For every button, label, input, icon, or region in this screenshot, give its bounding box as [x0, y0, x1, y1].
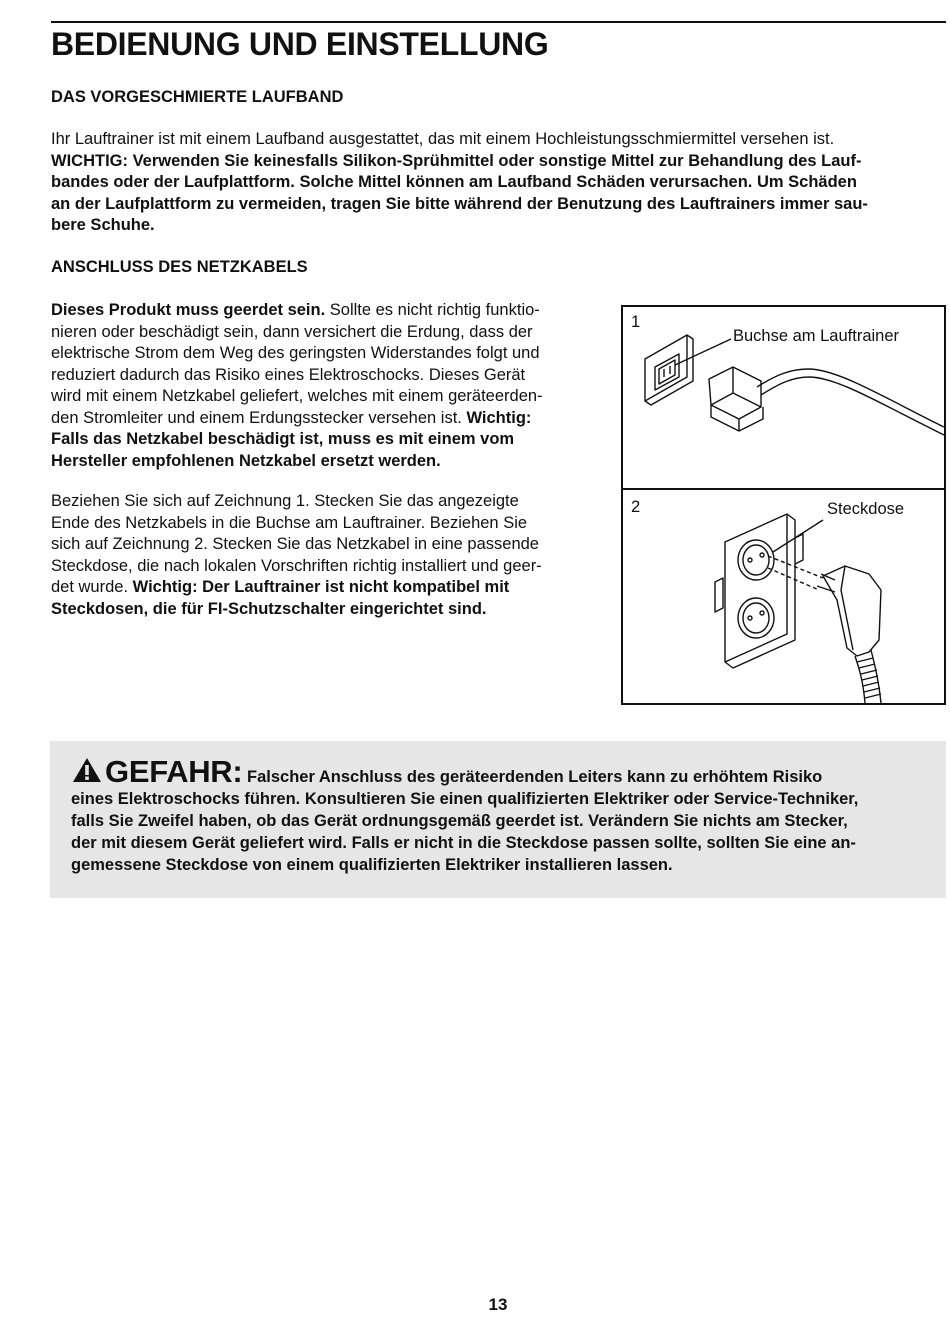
text-line — [51, 429, 543, 451]
warning-triangle-icon — [71, 756, 103, 784]
text-run: elektrische Strom dem Weg des geringsten Widerstandes folgt und — [51, 344, 540, 362]
text-run: Beziehen Sie sich auf Zeichnung 1. Stecken Sie das angezeigte — [51, 492, 519, 510]
text-run: Ihr Lauftrainer ist mit einem Laufband ausgestattet, das mit einem Hochleistungsschmiermittel versehen ist. — [51, 130, 835, 148]
lubricated-belt-text — [51, 129, 868, 237]
text-run: reduziert dadurch das Risiko eines Elektroschocks. Dieses Gerät — [51, 365, 526, 384]
grounding-text — [51, 300, 543, 472]
page-title: BEDIENUNG UND EINSTELLUNG — [51, 26, 549, 62]
text-line — [51, 386, 543, 408]
figure-2-label: Steckdose — [827, 500, 905, 518]
danger-word: GEFAHR: — [105, 754, 243, 789]
text-line — [51, 194, 868, 216]
danger-line: falls Sie Zweifel haben, ob das Gerät ordnungsgemäß geerdet ist. Verändern Sie nichts am Stecker, — [71, 812, 848, 830]
text-line — [51, 343, 543, 365]
text-run: Wichtig: — [466, 408, 532, 427]
text-line — [51, 151, 868, 173]
text-run: sich auf Zeichnung 2. Stecken Sie das Netzkabel in eine passende — [51, 535, 539, 553]
text-line — [51, 129, 868, 151]
trainer-socket-illustration — [623, 307, 944, 488]
title-rule — [51, 21, 946, 23]
danger-line: eines Elektroschocks führen. Konsultieren Sie einen qualifizierten Elektriker oder Service-Techniker, — [71, 790, 859, 808]
danger-line: gemessene Steckdose von einem qualifizierten Elektriker installieren lassen. — [71, 856, 673, 874]
danger-box — [50, 741, 946, 898]
text-run: Falls das Netzkabel beschädigt ist, muss es mit einem vom — [51, 430, 515, 448]
text-run: den Stromleiter und einem Erdungsstecker versehen ist. — [51, 408, 467, 427]
text-run: WICHTIG: Verwenden Sie keinesfalls Silikon-Sprühmittel oder sonstige Mittel zur Behandlung des Lauf- — [51, 151, 862, 170]
text-line — [51, 322, 543, 344]
text-run: Steckdose, die nach lokalen Vorschriften richtig installiert und geer- — [51, 556, 542, 575]
text-line — [51, 300, 543, 322]
text-run: Dieses Produkt muss geerdet sein. — [51, 301, 326, 319]
figure-2-number: 2 — [631, 498, 641, 516]
danger-text — [71, 756, 858, 876]
figure-1-label: Buchse am Lauftrainer — [733, 327, 900, 345]
danger-line: der mit diesem Gerät geliefert wird. Falls er nicht in die Steckdose passen sollte, sollten Sie eine an- — [71, 834, 856, 852]
text-line — [51, 365, 543, 387]
text-line — [51, 172, 868, 194]
figure-2 — [621, 488, 946, 705]
figure-1-number: 1 — [631, 313, 641, 331]
section-heading-lubricated-belt: DAS VORGESCHMIERTE LAUFBAND — [51, 88, 344, 106]
text-line — [51, 451, 543, 473]
text-run: bandes oder der Laufplattform. Solche Mittel können am Laufband Schäden verursachen. Um Schäden — [51, 173, 857, 191]
text-run: nieren oder beschädigt sein, dann versichert die Erdung, dass der — [51, 322, 533, 341]
text-line — [51, 599, 542, 621]
text-run: det wurde. — [51, 578, 133, 596]
text-line — [51, 513, 542, 535]
text-run: Sollte es nicht richtig funktio- — [325, 301, 540, 319]
text-line — [51, 577, 542, 599]
text-line — [51, 215, 868, 237]
text-line — [51, 534, 542, 556]
text-run: Wichtig: Der Lauftrainer ist nicht kompatibel mit — [132, 578, 510, 596]
text-line — [51, 408, 543, 430]
figure-1 — [621, 305, 946, 490]
plug-in-instructions-text — [51, 491, 542, 620]
text-run: Ende des Netzkabels in die Buchse am Lauftrainer. Beziehen Sie — [51, 513, 528, 532]
wall-outlet-illustration — [623, 490, 944, 703]
text-line — [51, 491, 542, 513]
section-heading-power-cord: ANSCHLUSS DES NETZKABELS — [51, 258, 308, 276]
text-run: Hersteller empfohlenen Netzkabel ersetzt werden. — [51, 451, 441, 470]
danger-first-line: Falscher Anschluss des geräteerdenden Leiters kann zu erhöhtem Risiko — [247, 768, 823, 786]
text-run: an der Laufplattform zu vermeiden, tragen Sie bitte während der Benutzung des Lauftrainers immer sau- — [51, 194, 868, 213]
text-line — [51, 556, 542, 578]
text-run: bere Schuhe. — [51, 216, 155, 234]
text-run: wird mit einem Netzkabel geliefert, welches mit einem geräteerden- — [51, 387, 543, 405]
text-run: Steckdosen, die für FI-Schutzschalter eingerichtet sind. — [51, 599, 487, 618]
page-number: 13 — [488, 1295, 508, 1314]
